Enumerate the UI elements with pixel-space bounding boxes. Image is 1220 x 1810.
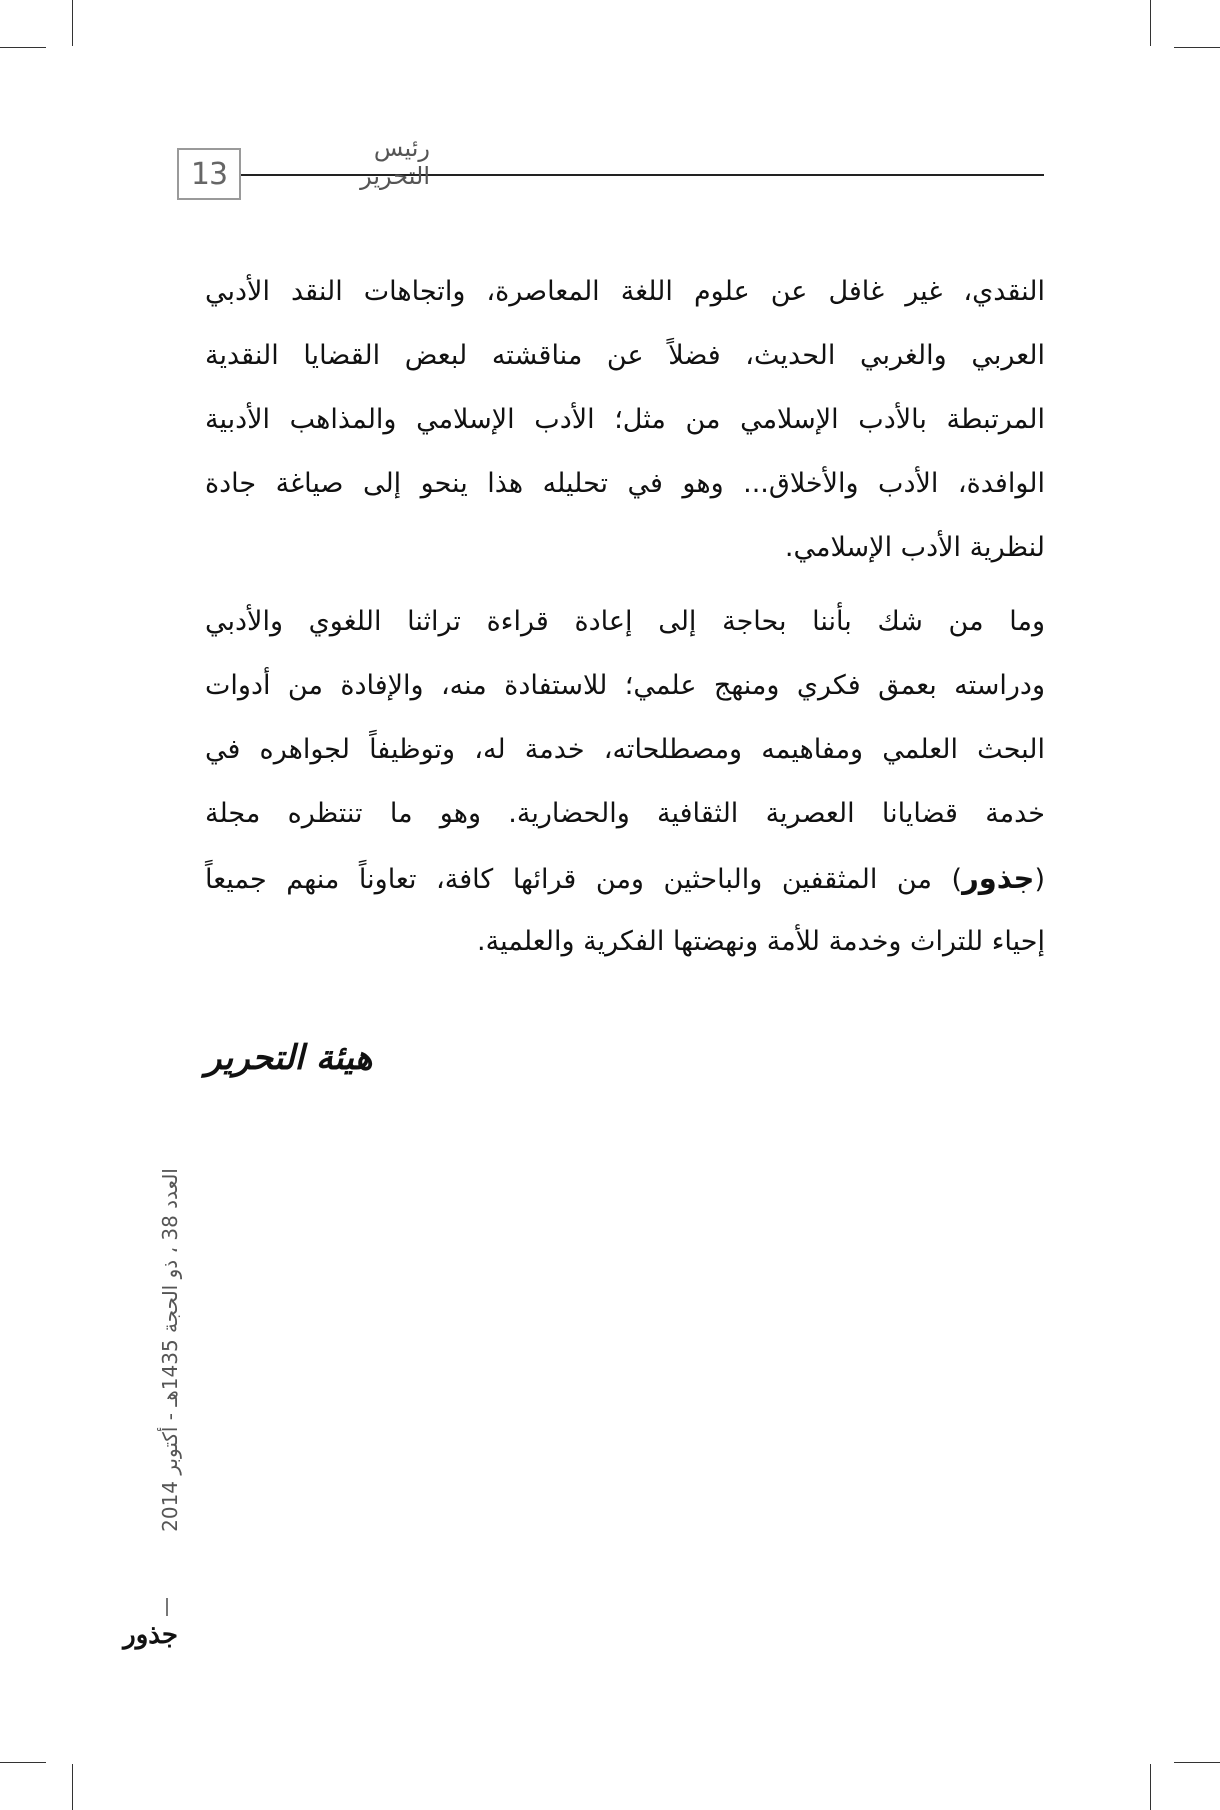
issue-info: العدد 38 ، ذو الحجة 1435هـ - أكتوبر 2014 [158,1168,182,1532]
crop-mark [1174,47,1220,48]
text-line: العربي والغربي الحديث، فضلاً عن مناقشته لبعض القضايا النقدية [205,340,1045,371]
text-line: ودراسته بعمق فكري ومنهج علمي؛ للاستفادة منه، والإفادة من أدوات [205,670,1045,701]
running-header-title: رئيس التحرير [360,134,430,190]
journal-name-inline: جذور [962,861,1035,895]
journal-logo: جذور [123,1620,178,1650]
text-line-with-journal-name [205,846,1045,910]
text-line: النقدي، غير غافل عن علوم اللغة المعاصرة، واتجاهات النقد الأدبي [205,276,1045,307]
open-paren: ( [1034,864,1045,895]
article-body [205,260,1045,974]
page-number: 13 [177,148,241,200]
crop-mark [0,47,46,48]
text-line: إحياء للتراث وخدمة للأمة ونهضتها الفكرية والعلمية. [477,926,1045,957]
signature: هيئة التحرير [205,1038,373,1078]
text-line: الوافدة، الأدب والأخلاق... وهو في تحليله هذا ينحو إلى صياغة جادة [205,468,1045,499]
line-remainder: ) من المثقفين والباحثين ومن قرائها كافة، تعاوناً منهم جميعاً [205,864,963,895]
text-line: لنظرية الأدب الإسلامي. [784,532,1045,563]
crop-mark [72,1764,73,1810]
side-rule [166,1598,168,1616]
crop-mark [1150,1764,1151,1810]
paragraph-gap [205,580,1045,590]
text-line: وما من شك بأننا بحاجة إلى إعادة قراءة تراثنا اللغوي والأدبي [205,606,1045,637]
crop-mark [72,0,73,46]
crop-mark [0,1762,46,1763]
text-line: البحث العلمي ومفاهيمه ومصطلحاته، خدمة له، وتوظيفاً لجواهره في [205,734,1045,765]
text-line: خدمة قضايانا العصرية الثقافية والحضارية. وهو ما تنتظره مجلة [205,798,1045,829]
crop-mark [1150,0,1151,46]
crop-mark [1174,1762,1220,1763]
text-line: المرتبطة بالأدب الإسلامي من مثل؛ الأدب الإسلامي والمذاهب الأدبية [205,404,1045,435]
